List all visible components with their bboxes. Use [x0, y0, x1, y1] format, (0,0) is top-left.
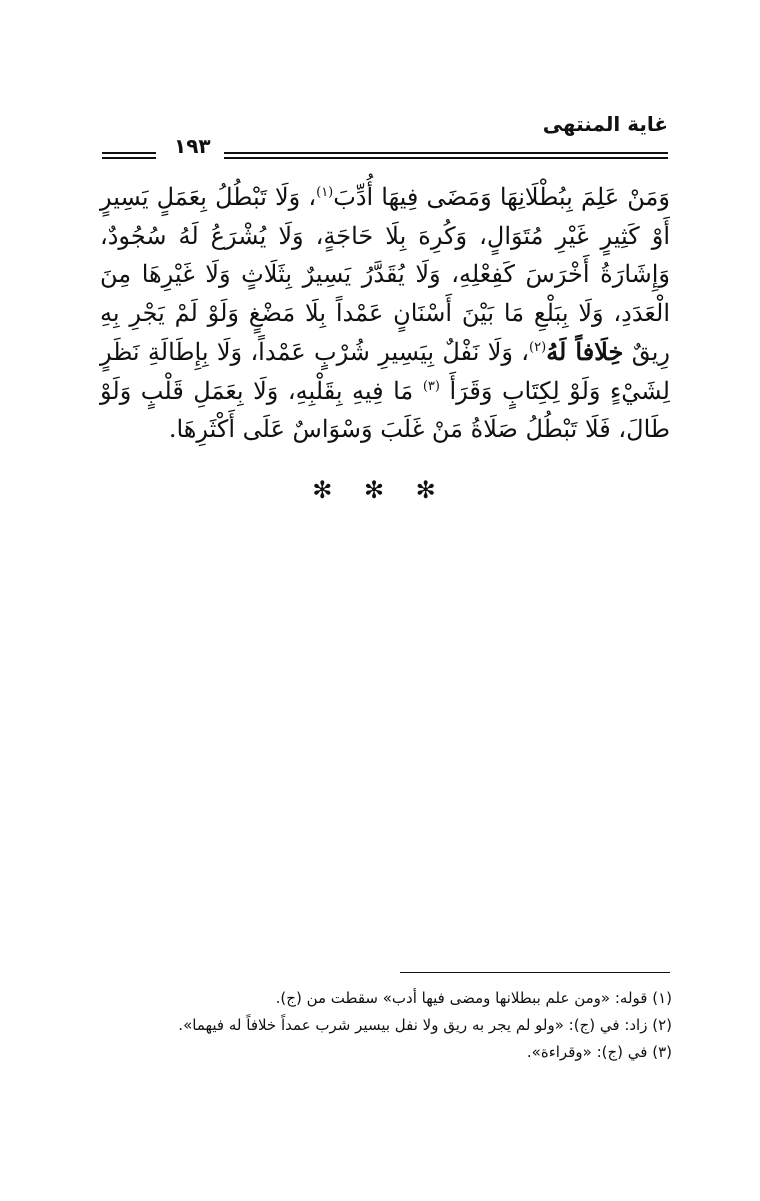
footnotes-block — [100, 985, 672, 1066]
header-rule-long — [224, 152, 668, 159]
page-header — [102, 112, 668, 162]
footnote-marker-3: (٣) — [422, 378, 440, 394]
footnote-marker-1: (١) — [316, 185, 334, 200]
main-text-segment-2: ، وَلَا تَبْطُلُ بِعَمَلٍ يَسِيرٍ أَوْ كَثِيرٍ غَيْرِ مُتَوَالٍ، وَكُرِهَ بِلَا حَاجَةٍ، وَلَا يُشْرَعُ لَهُ سُجُودٌ، وَإِشَارَةُ أَخْرَسَ كَفِعْلِهِ، وَلَا يُقَدَّرُ يَسِيرٌ بِثَلَاثٍ وَلَا غَيْرِهَا مِنَ الْعَدَدِ، وَلَا بِبَلْعِ مَا بَيْنَ أَسْنَانٍ عَمْداً بِلَا مَضْغٍ وَلَوْ لَمْ يَجْرِ بِهِ رِيقٌ — [100, 183, 670, 366]
bold-phrase: خِلَافاً لَهُ — [546, 336, 624, 366]
footnote-divider — [400, 972, 670, 973]
page-number: ١٩٣ — [168, 134, 217, 158]
section-separator-stars: ✻ ✻ ✻ — [312, 476, 448, 504]
main-text-segment-4: مَا فِيهِ بِقَلْبِهِ، وَلَا بِعَمَلِ قَلْبٍ وَلَوْ طَالَ، فَلَا تَبْطُلُ صَلَاةُ مَنْ غَلَبَ وَسْوَاسٌ عَلَى أَكْثَرِهَا. — [100, 376, 670, 444]
main-text-block — [100, 178, 670, 449]
footnote-1: (١) قوله: «ومن علم ببطلانها ومضى فيها أدب» سقطت من (ج). — [275, 989, 672, 1007]
footnote-3: (٣) في (ج): «وقراءة». — [526, 1043, 672, 1061]
footnote-2: (٢) زاد: في (ج): «ولو لم يجر به ريق ولا نفل بيسير شرب عمداً خلافاً له فيهما». — [178, 1016, 672, 1034]
header-rule-short — [102, 152, 156, 159]
footnote-marker-2: (٢) — [529, 339, 547, 355]
main-text-segment-1: وَمَنْ عَلِمَ بِبُطْلَانِهَا وَمَضَى فِيهَا أُدِّبَ — [333, 183, 670, 211]
running-title: غاية المنتهى — [542, 112, 668, 136]
main-text-segment-3: ، وَلَا نَفْلٌ بِيَسِيرِ شُرْبٍ عَمْداً، وَلَا بِإِطَالَةِ نَظَرٍ لِشَيْءٍ وَلَوْ لِكِتَابٍ وَقَرَأَ — [100, 337, 670, 405]
